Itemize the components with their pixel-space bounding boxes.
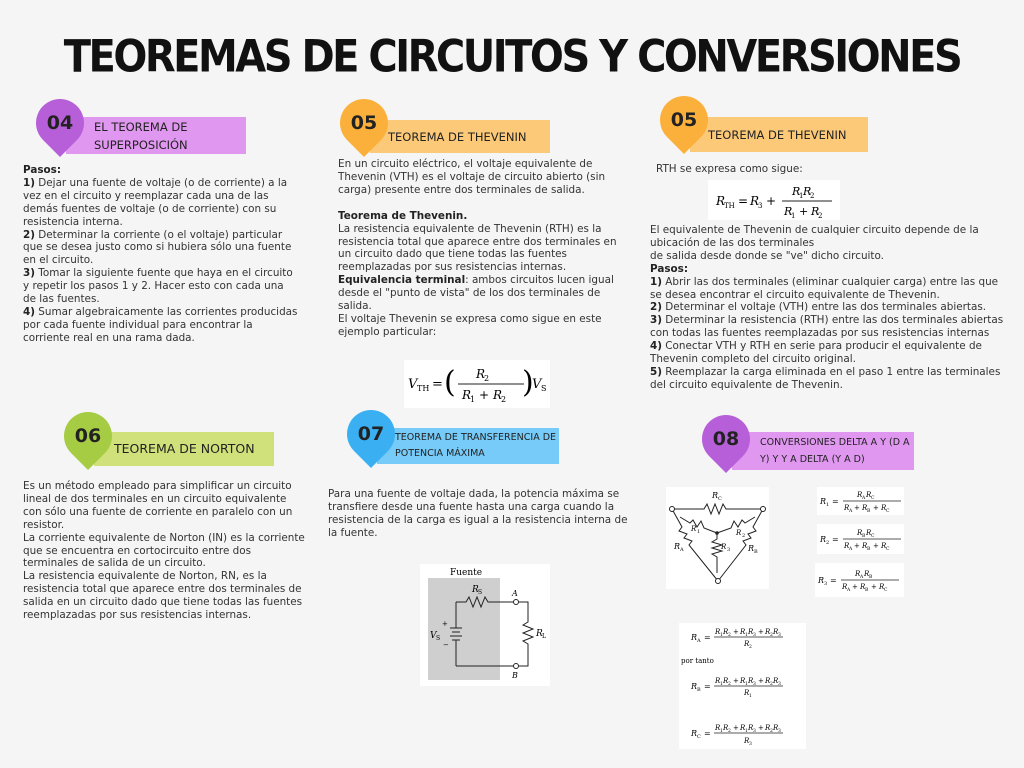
svg-text:V: V — [430, 631, 437, 641]
svg-text:R: R — [773, 724, 779, 732]
svg-text:R: R — [862, 504, 868, 512]
svg-text:A: A — [862, 496, 866, 501]
maxima-potencia-text: Para una fuente de voltaje dada, la potencia máxima se transfiere desde una fuente hasta una carga cuando la resistencia de la carga es igual a la resistencia interna de la fuente. — [328, 488, 628, 539]
svg-text:2: 2 — [826, 540, 830, 546]
svg-text:+: + — [871, 583, 877, 591]
svg-text:R: R — [748, 677, 754, 685]
svg-text:1: 1 — [720, 682, 723, 687]
svg-text:C: C — [886, 547, 890, 552]
svg-text:2: 2 — [818, 212, 823, 220]
svg-text:A: A — [512, 589, 518, 598]
svg-text:+: + — [442, 620, 448, 628]
svg-text:1: 1 — [749, 694, 752, 699]
svg-text:R: R — [740, 677, 746, 685]
svg-text:3: 3 — [778, 682, 781, 687]
svg-text:2: 2 — [770, 729, 773, 734]
rth-formula — [708, 180, 840, 220]
svg-text:C: C — [884, 588, 888, 593]
svg-text:(: ( — [444, 365, 456, 400]
svg-text:2: 2 — [770, 682, 773, 687]
svg-text:=: = — [704, 682, 711, 691]
svg-text:3: 3 — [778, 633, 781, 638]
svg-text:por tanto: por tanto — [681, 657, 714, 665]
svg-text:+: + — [854, 542, 860, 550]
svg-text:C: C — [697, 734, 701, 740]
svg-text:R: R — [740, 628, 746, 636]
svg-text:R: R — [744, 640, 750, 648]
svg-text:R: R — [750, 194, 760, 208]
svg-text:R: R — [715, 628, 721, 636]
svg-text:=: = — [704, 729, 711, 738]
svg-text:R: R — [740, 724, 746, 732]
max-power-circuit — [420, 564, 550, 686]
svg-text:B: B — [869, 575, 873, 580]
svg-text:R: R — [857, 529, 863, 537]
svg-text:C: C — [718, 496, 722, 502]
svg-text:R: R — [811, 205, 820, 218]
svg-text:3: 3 — [824, 581, 828, 587]
svg-text:R: R — [715, 677, 721, 685]
svg-text:R: R — [493, 388, 503, 402]
svg-text:3: 3 — [749, 742, 752, 747]
svg-text:R: R — [691, 633, 698, 642]
svg-text:R: R — [820, 497, 827, 506]
rth-intro: RTH se expresa como sigue: — [656, 163, 803, 175]
svg-text:R: R — [674, 542, 681, 551]
svg-text:2: 2 — [810, 192, 815, 200]
svg-text:R: R — [844, 504, 850, 512]
svg-text:R: R — [765, 724, 771, 732]
svg-text:R: R — [864, 570, 870, 578]
svg-text:R: R — [773, 677, 779, 685]
svg-text:R: R — [855, 570, 861, 578]
svg-text:R: R — [820, 535, 827, 544]
svg-text:R: R — [744, 737, 750, 745]
section-number-pin: 05 — [330, 89, 398, 157]
svg-text:R: R — [881, 542, 887, 550]
svg-text:R: R — [723, 724, 729, 732]
page-title: TEOREMAS DE CIRCUITOS Y CONVERSIONES — [63, 31, 961, 83]
svg-text:+: + — [873, 542, 879, 550]
svg-text:R: R — [842, 583, 848, 591]
svg-text:3: 3 — [753, 729, 756, 734]
svg-text:+: + — [799, 205, 809, 218]
svg-text:R: R — [536, 629, 543, 639]
svg-text:R: R — [721, 543, 727, 551]
svg-text:R: R — [748, 628, 754, 636]
svg-text:R: R — [866, 491, 872, 499]
svg-text:R: R — [691, 525, 697, 533]
svg-text:R: R — [784, 205, 793, 218]
svg-text:A: A — [697, 638, 701, 644]
svg-text:3: 3 — [753, 633, 756, 638]
svg-text:R: R — [773, 628, 779, 636]
svg-text:S: S — [478, 589, 483, 596]
svg-text:R: R — [879, 583, 885, 591]
section-heading: TEOREMA DE THEVENIN — [690, 117, 868, 152]
section-number-pin: 04 — [26, 89, 94, 157]
svg-text:R: R — [765, 628, 771, 636]
svg-text:R: R — [860, 583, 866, 591]
svg-text:A: A — [847, 588, 851, 593]
svg-text:1: 1 — [791, 212, 796, 220]
svg-text:3: 3 — [727, 547, 731, 553]
svg-text:+: + — [766, 194, 777, 208]
y-to-delta-formulas — [679, 623, 806, 749]
svg-text:A: A — [680, 547, 684, 553]
thevenin-text-1: En un circuito eléctrico, el voltaje equivalente de Thevenin (VTH) es el voltaje de circuito abierto (sin carga) presente entre dos terminales de salida. Teorema de Thevenin. La resistencia equivalente de Thevenin (RTH) es la resistencia total que aparece entre dos terminales en un circuito dado que tiene todas las fuentes reemplazadas por sus resistencias internas. Equivalencia terminal: ambos circuitos lucen igual desde el "punto de vista" de los dos terminales de salida. El voltaje Thevenin se expresa como sigue en este ejemplo particular: — [338, 158, 617, 338]
svg-text:A: A — [860, 575, 864, 580]
svg-text:2: 2 — [742, 533, 746, 539]
section-heading: TEOREMA DE TRANSFERENCIA DE POTENCIA MÁXIMA — [377, 428, 559, 464]
svg-text:TH: TH — [724, 202, 735, 210]
svg-text:+: + — [854, 504, 860, 512]
svg-text:+: + — [479, 388, 490, 402]
svg-text:R: R — [723, 677, 729, 685]
svg-text:R: R — [691, 729, 698, 738]
svg-text:A: A — [849, 509, 853, 514]
svg-text:R: R — [803, 185, 812, 198]
svg-text:R: R — [748, 724, 754, 732]
svg-text:+: + — [733, 677, 739, 685]
thevenin-text-2: El equivalente de Thevenin de cualquier circuito depende de la ubicación de las dos terminales de salida desde donde se "ve" dicho circuito. Pasos: 1) Abrir las dos terminales (eliminar cualquier carga) entre las que se desea encontrar el circuito equivalente de Thevenin. 2) Determinar el voltaje (VTH) entre las dos terminales abiertas. 3) Determinar la resistencia (RTH) entre las dos terminales abiertas con todas las fuentes reemplazadas por sus resistencias internas 4) Conectar VTH y RTH en serie para producir el equivalente de Thevenin completo del circuito original. 5) Reemplazar la carga eliminada en el paso 1 entre las terminales del circuito equivalente de Thevenin. — [650, 224, 1004, 391]
svg-text:=: = — [830, 576, 837, 585]
svg-text:=: = — [432, 377, 443, 392]
svg-text:R: R — [857, 491, 863, 499]
svg-text:2: 2 — [728, 682, 731, 687]
svg-text:C: C — [886, 509, 890, 514]
svg-text:R: R — [472, 585, 479, 595]
svg-text:R: R — [462, 388, 472, 402]
svg-text:+: + — [873, 504, 879, 512]
svg-text:R: R — [744, 689, 750, 697]
norton-text: Es un método empleado para simplificar un circuito lineal de dos terminales en un circuito equivalente con sólo una fuente de corriente en paralelo con un resistor. La corriente equivalente de Norton (IN) es la corriente que se encuentra en cortocircuito entre dos terminales de salida de un circuito. La resistencia equivalente de Norton, RN, es la resistencia total que aparece entre dos terminales de salida en un circuito dado que tiene todas las fuentes reemplazadas por sus resistencias internas. — [23, 480, 305, 622]
svg-text:C: C — [871, 496, 875, 501]
svg-text:B: B — [867, 547, 871, 552]
svg-text:2: 2 — [770, 633, 773, 638]
superposicion-steps: Pasos: 1) Dejar una fuente de voltaje (o de corriente) a la vez en el circuito y reemplazar cada una de las demás fuentes de voltaje (o de corriente) con su resistencia interna. 2) Determinar la corriente (o el voltaje) particular que se desea justo como si hubiera sólo una fuente en el circuito. 3) Tomar la siguiente fuente que haya en el circuito y repetir los pasos 1 y 2. Hacer esto con cada una de las fuentes. 4) Sumar algebraicamente las corrientes producidas por cada fuente individual para encontrar la corriente real en una rama dada. — [23, 164, 298, 344]
svg-text:R: R — [716, 194, 726, 208]
svg-text:R: R — [691, 682, 698, 691]
svg-text:3: 3 — [758, 202, 763, 210]
svg-text:R: R — [862, 542, 868, 550]
svg-text:R: R — [748, 544, 755, 553]
section-heading: CONVERSIONES DELTA A Y (D A Y) Y Y A DELTA (Y A D) — [732, 432, 914, 470]
svg-text:Fuente: Fuente — [450, 568, 483, 578]
svg-text:2: 2 — [728, 729, 731, 734]
svg-text:R: R — [723, 628, 729, 636]
svg-text:1: 1 — [745, 729, 748, 734]
svg-text:+: + — [733, 724, 739, 732]
svg-text:+: + — [758, 724, 764, 732]
svg-text:B: B — [865, 588, 869, 593]
svg-text:S: S — [436, 635, 441, 642]
svg-text:2: 2 — [728, 633, 731, 638]
svg-text:2: 2 — [501, 395, 507, 404]
section-number-pin: 06 — [54, 402, 122, 470]
svg-text:1: 1 — [720, 633, 723, 638]
svg-text:R: R — [866, 529, 872, 537]
svg-text:V: V — [408, 377, 418, 392]
section-heading: EL TEOREMA DE SUPERPOSICIÓN — [66, 117, 246, 154]
svg-text:3: 3 — [753, 682, 756, 687]
r1-formula — [817, 487, 904, 515]
svg-text:1: 1 — [745, 682, 748, 687]
svg-text:1: 1 — [745, 633, 748, 638]
svg-text:R: R — [881, 504, 887, 512]
svg-text:1: 1 — [720, 729, 723, 734]
svg-text:B: B — [867, 509, 871, 514]
svg-text:V: V — [532, 377, 542, 392]
svg-text:A: A — [849, 547, 853, 552]
svg-text:=: = — [832, 497, 839, 506]
svg-text:2: 2 — [749, 645, 752, 650]
svg-text:=: = — [832, 535, 839, 544]
svg-text:R: R — [712, 491, 719, 500]
svg-text:+: + — [758, 628, 764, 636]
svg-text:+: + — [852, 583, 858, 591]
section-number-pin: 08 — [692, 405, 760, 473]
svg-text:R: R — [844, 542, 850, 550]
svg-text:R: R — [736, 529, 742, 537]
r2-formula — [817, 524, 904, 554]
svg-text:1: 1 — [697, 529, 701, 535]
svg-text:R: R — [792, 185, 801, 198]
svg-text:): ) — [522, 365, 534, 400]
svg-text:R: R — [476, 367, 486, 381]
section-heading: TEOREMA DE NORTON — [94, 432, 274, 466]
svg-text:TH: TH — [417, 384, 430, 393]
svg-text:R: R — [765, 677, 771, 685]
svg-text:+: + — [758, 677, 764, 685]
section-number-pin: 05 — [650, 86, 718, 154]
vth-formula — [404, 360, 550, 408]
svg-text:B: B — [862, 534, 866, 539]
svg-text:R: R — [818, 576, 825, 585]
svg-text:+: + — [733, 628, 739, 636]
svg-text:1: 1 — [826, 502, 830, 508]
svg-text:S: S — [541, 384, 547, 393]
svg-text:2: 2 — [484, 374, 490, 383]
svg-text:=: = — [704, 633, 711, 642]
svg-text:L: L — [542, 633, 546, 640]
svg-text:3: 3 — [778, 729, 781, 734]
section-number-pin: 07 — [337, 400, 405, 468]
delta-y-diagram — [666, 487, 769, 589]
svg-text:=: = — [738, 194, 749, 208]
svg-text:1: 1 — [799, 192, 804, 200]
svg-text:R: R — [715, 724, 721, 732]
r3-formula — [815, 563, 904, 597]
svg-text:−: − — [443, 641, 449, 649]
svg-text:C: C — [871, 534, 875, 539]
svg-text:B: B — [754, 549, 758, 555]
svg-text:B: B — [512, 671, 518, 680]
section-heading: TEOREMA DE THEVENIN — [370, 120, 550, 153]
svg-text:B: B — [697, 687, 701, 693]
svg-text:1: 1 — [470, 395, 476, 404]
